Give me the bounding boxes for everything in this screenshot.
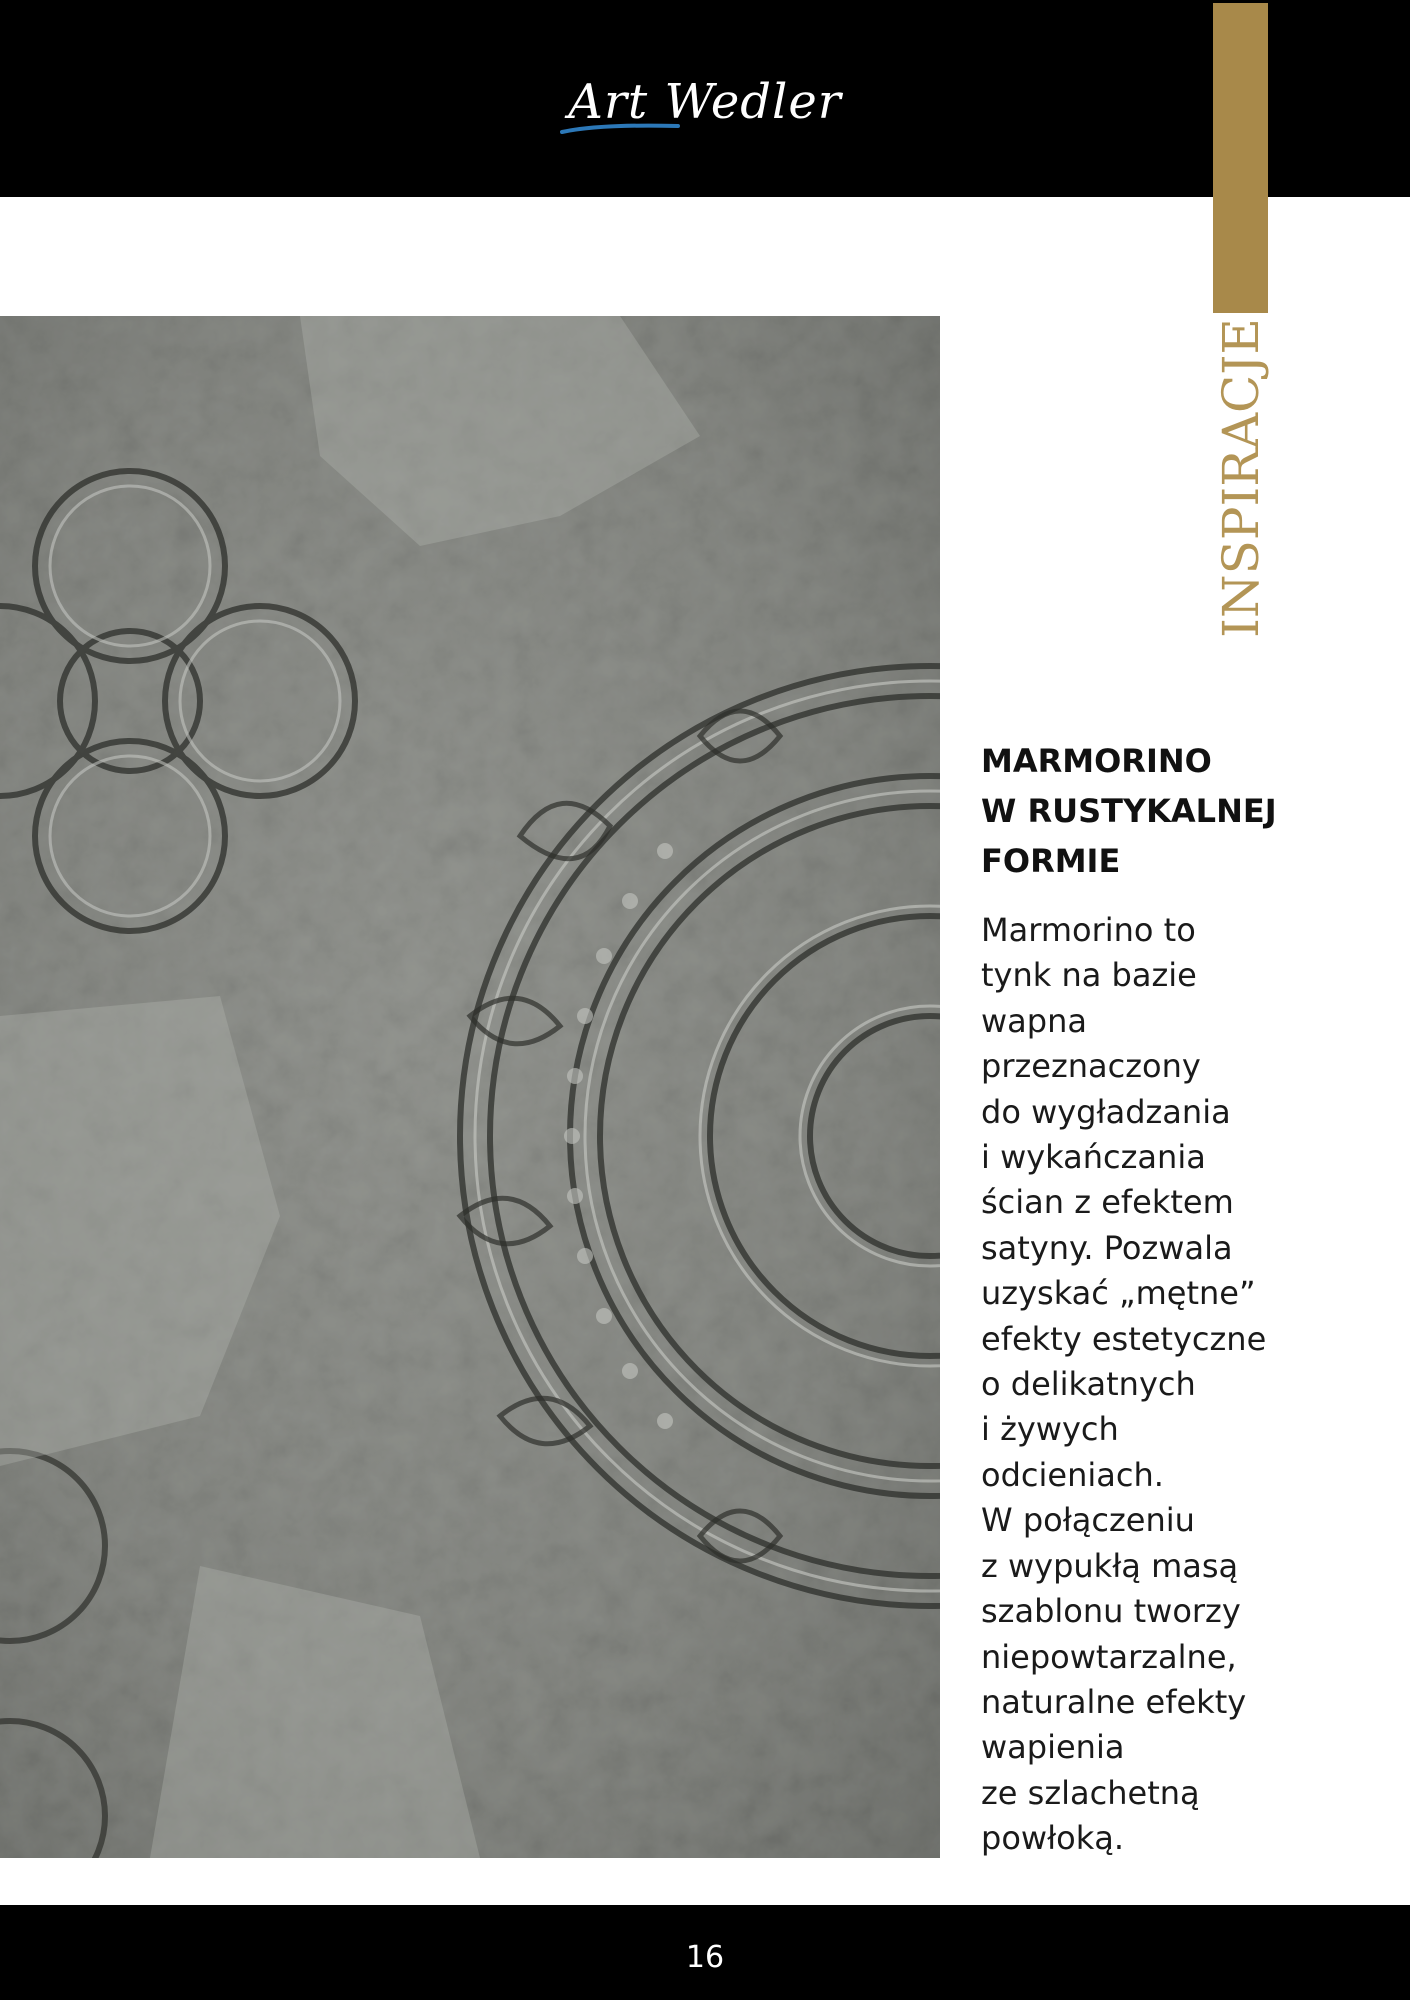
body-line: ze szlachetną [981, 1773, 1200, 1812]
body-line: i żywych [981, 1410, 1119, 1449]
body-line: naturalne efekty [981, 1682, 1247, 1721]
article-body [981, 908, 1311, 1862]
body-line: powłoką. [981, 1819, 1125, 1858]
title-line: FORMIE [981, 842, 1121, 880]
body-line: przeznaczony [981, 1047, 1201, 1086]
gold-accent-bar [1213, 3, 1268, 313]
section-label: INSPIRACJE [1212, 318, 1270, 638]
body-line: do wygładzania [981, 1092, 1231, 1131]
title-line: W RUSTYKALNEJ [981, 792, 1277, 830]
body-line: i wykańczania [981, 1138, 1206, 1177]
article-title [981, 736, 1311, 886]
body-line: tynk na bazie [981, 956, 1197, 995]
body-line: wapna [981, 1001, 1087, 1040]
logo-swoosh-icon [560, 118, 680, 138]
body-line: z wypukłą masą [981, 1546, 1239, 1585]
body-line: satyny. Pozwala [981, 1228, 1233, 1267]
title-line: MARMORINO [981, 742, 1212, 780]
body-line: szablonu tworzy [981, 1592, 1241, 1631]
body-line: Marmorino to [981, 911, 1196, 949]
page-number: 16 [685, 1940, 725, 1975]
body-line: o delikatnych [981, 1365, 1196, 1404]
brand-logo: Art Wedler [568, 74, 842, 130]
body-line: W połączeniu [981, 1501, 1195, 1540]
body-line: uzyskać „mętne” [981, 1274, 1256, 1313]
body-line: ścian z efektem [981, 1183, 1234, 1222]
body-line: efekty estetyczne [981, 1319, 1267, 1358]
body-line: odcieniach. [981, 1455, 1164, 1494]
marmorino-ornament-photo [0, 316, 940, 1858]
body-line: wapienia [981, 1728, 1125, 1767]
body-line: niepowtarzalne, [981, 1637, 1237, 1676]
